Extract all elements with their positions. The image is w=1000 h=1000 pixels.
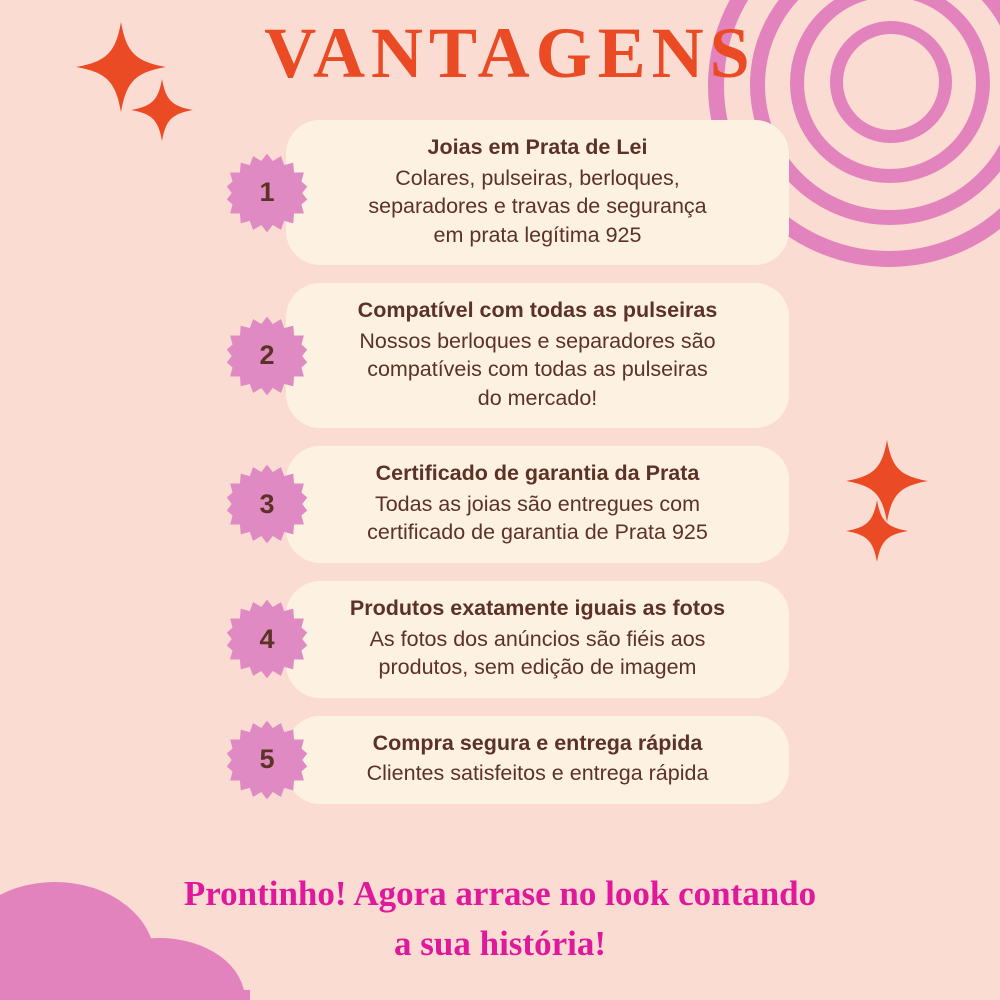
advantage-card [286,581,789,698]
page-title: VANTAGENS [264,13,756,93]
list-item [214,120,789,265]
advantage-line: Clientes satisfeitos e entrega rápida [366,761,709,786]
advantage-card [286,716,789,804]
advantage-card [286,446,789,563]
list-item [214,581,789,698]
advantage-heading: Certificado de garantia da Prata [375,461,700,486]
advantage-line: Todas as joias são entregues com [374,492,701,517]
footer-message [0,869,1000,971]
number-badge-label: 5 [259,744,275,775]
advantage-line: Nossos berloques e separadores são [359,329,716,353]
advantage-line: em prata legítima 925 [433,222,642,247]
number-badge [226,152,308,234]
sparkle-icon [846,440,928,522]
advantage-line: compatíveis com todas as pulseiras [367,357,708,382]
list-item [214,446,789,563]
footer-line-1: Prontinho! Agora arrase no look contando [183,873,817,913]
advantage-line: separadores e travas de segurança [368,194,707,219]
advantage-line: produtos, sem edição de imagem [378,655,697,680]
advantages-list [214,120,789,822]
number-badge-label: 3 [259,488,275,519]
advantage-line: As fotos dos anúncios são fiéis aos [369,626,706,651]
number-badge-label: 4 [259,623,275,654]
number-badge [226,463,308,545]
advantage-line: Colares, pulseiras, berloques, [395,165,680,190]
number-badge-label: 1 [259,177,275,208]
number-badge-label: 2 [259,340,275,371]
advantage-card [286,120,789,265]
number-badge [226,719,308,801]
list-item [214,716,789,804]
number-badge [226,598,308,680]
advantage-card [286,283,789,428]
advantage-line: do mercado! [477,385,598,410]
advantage-heading: Produtos exatamente iguais as fotos [349,595,726,620]
advantage-heading: Compatível com todas as pulseiras [357,298,718,323]
footer-line-2: a sua história! [394,924,606,964]
advantage-heading: Joias em Prata de Lei [427,135,648,159]
advantage-heading: Compra segura e entrega rápida [372,730,703,755]
list-item [214,283,789,428]
sparkle-icon-small [846,500,908,562]
number-badge [226,315,308,397]
advantage-line: certificado de garantia de Prata 925 [367,520,708,545]
